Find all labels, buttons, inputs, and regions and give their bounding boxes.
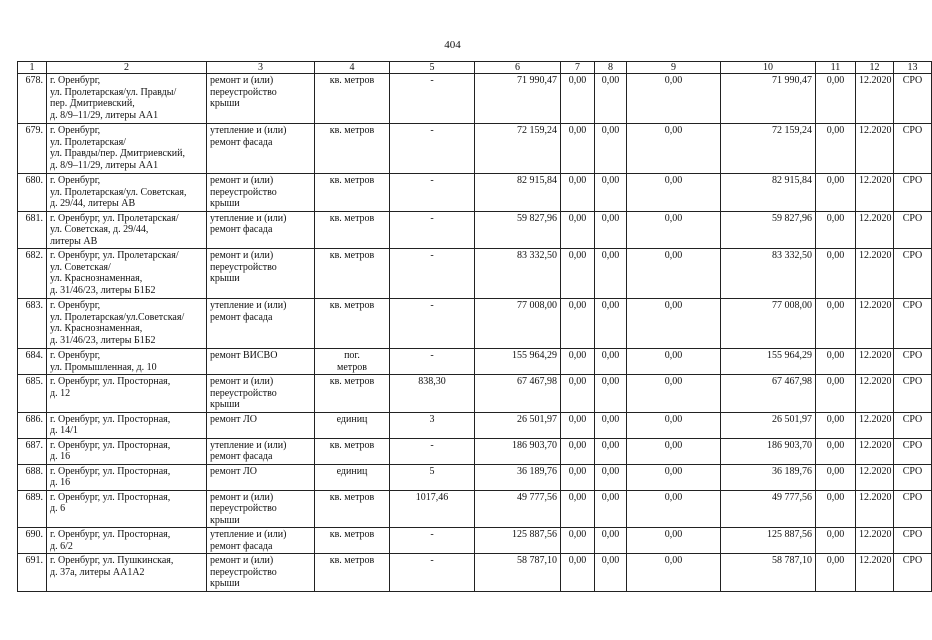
table-body <box>18 74 932 592</box>
funding-method-cell: СРО <box>894 554 932 592</box>
column-header: 4 <box>315 62 390 74</box>
column-number-row <box>18 62 932 74</box>
col7-cell: 0,00 <box>561 490 595 528</box>
col8-cell: 0,00 <box>595 554 627 592</box>
col7-cell: 0,00 <box>561 211 595 249</box>
column-header: 9 <box>627 62 721 74</box>
col9-cell: 0,00 <box>627 375 721 413</box>
col10-cell: 67 467,98 <box>721 375 816 413</box>
column-header: 3 <box>207 62 315 74</box>
address-cell: г. Оренбург, ул. Пролетарская/ул.Советская/ ул. Краснознаменная, д. 31/46/23, литеры Б1Б2 <box>47 299 207 349</box>
col7-cell: 0,00 <box>561 554 595 592</box>
funding-method-cell: СРО <box>894 490 932 528</box>
col7-cell: 0,00 <box>561 438 595 464</box>
col10-cell: 26 501,97 <box>721 412 816 438</box>
deadline-cell: 12.2020 <box>856 490 894 528</box>
col10-cell: 72 159,24 <box>721 124 816 174</box>
deadline-cell: 12.2020 <box>856 412 894 438</box>
funding-method-cell: СРО <box>894 464 932 490</box>
table-row <box>18 375 932 413</box>
row-number: 680. <box>18 174 47 212</box>
deadline-cell: 12.2020 <box>856 249 894 299</box>
col11-cell: 0,00 <box>816 375 856 413</box>
deadline-cell: 12.2020 <box>856 349 894 375</box>
col11-cell: 0,00 <box>816 349 856 375</box>
col10-cell: 186 903,70 <box>721 438 816 464</box>
col7-cell: 0,00 <box>561 299 595 349</box>
funding-method-cell: СРО <box>894 349 932 375</box>
total-cost-cell: 49 777,56 <box>475 490 561 528</box>
deadline-cell: 12.2020 <box>856 174 894 212</box>
funding-method-cell: СРО <box>894 211 932 249</box>
volume-cell: - <box>390 438 475 464</box>
unit-cell: кв. метров <box>315 490 390 528</box>
col11-cell: 0,00 <box>816 249 856 299</box>
work-type-cell: ремонт и (или) переустройство крыши <box>207 490 315 528</box>
work-type-cell: утепление и (или) ремонт фасада <box>207 438 315 464</box>
volume-cell: 3 <box>390 412 475 438</box>
column-header: 13 <box>894 62 932 74</box>
col8-cell: 0,00 <box>595 124 627 174</box>
column-header: 1 <box>18 62 47 74</box>
work-type-cell: ремонт и (или) переустройство крыши <box>207 174 315 212</box>
address-cell: г. Оренбург, ул. Пролетарская/ ул. Советская/ ул. Краснознаменная, д. 31/46/23, литеры Б1Б2 <box>47 249 207 299</box>
col9-cell: 0,00 <box>627 299 721 349</box>
col9-cell: 0,00 <box>627 490 721 528</box>
funding-method-cell: СРО <box>894 299 932 349</box>
work-type-cell: ремонт и (или) переустройство крыши <box>207 554 315 592</box>
unit-cell: кв. метров <box>315 299 390 349</box>
col11-cell: 0,00 <box>816 211 856 249</box>
address-cell: г. Оренбург, ул. Пролетарская/ ул. Советская, д. 29/44, литеры АВ <box>47 211 207 249</box>
col11-cell: 0,00 <box>816 74 856 124</box>
unit-cell: кв. метров <box>315 554 390 592</box>
deadline-cell: 12.2020 <box>856 464 894 490</box>
col10-cell: 82 915,84 <box>721 174 816 212</box>
work-type-cell: утепление и (или) ремонт фасада <box>207 528 315 554</box>
deadline-cell: 12.2020 <box>856 554 894 592</box>
col7-cell: 0,00 <box>561 412 595 438</box>
col10-cell: 77 008,00 <box>721 299 816 349</box>
funding-method-cell: СРО <box>894 412 932 438</box>
total-cost-cell: 58 787,10 <box>475 554 561 592</box>
unit-cell: кв. метров <box>315 211 390 249</box>
table-row <box>18 74 932 124</box>
col7-cell: 0,00 <box>561 464 595 490</box>
address-cell: г. Оренбург, ул. Пролетарская/ул. Правды/ пер. Дмитриевский, д. 8/9–11/29, литеры АА1 <box>47 74 207 124</box>
table-row <box>18 438 932 464</box>
volume-cell: 838,30 <box>390 375 475 413</box>
col11-cell: 0,00 <box>816 528 856 554</box>
col11-cell: 0,00 <box>816 174 856 212</box>
table-row <box>18 349 932 375</box>
volume-cell: - <box>390 528 475 554</box>
row-number: 684. <box>18 349 47 375</box>
col10-cell: 36 189,76 <box>721 464 816 490</box>
column-header: 8 <box>595 62 627 74</box>
total-cost-cell: 59 827,96 <box>475 211 561 249</box>
total-cost-cell: 71 990,47 <box>475 74 561 124</box>
col9-cell: 0,00 <box>627 174 721 212</box>
total-cost-cell: 186 903,70 <box>475 438 561 464</box>
col8-cell: 0,00 <box>595 299 627 349</box>
volume-cell: - <box>390 349 475 375</box>
work-type-cell: утепление и (или) ремонт фасада <box>207 124 315 174</box>
address-cell: г. Оренбург, ул. Пролетарская/ ул. Правды/пер. Дмитриевский, д. 8/9–11/29, литеры АА1 <box>47 124 207 174</box>
col9-cell: 0,00 <box>627 438 721 464</box>
col7-cell: 0,00 <box>561 74 595 124</box>
table-row <box>18 124 932 174</box>
col8-cell: 0,00 <box>595 438 627 464</box>
funding-method-cell: СРО <box>894 74 932 124</box>
row-number: 678. <box>18 74 47 124</box>
repair-program-table <box>17 61 932 592</box>
col11-cell: 0,00 <box>816 124 856 174</box>
total-cost-cell: 155 964,29 <box>475 349 561 375</box>
table-row <box>18 412 932 438</box>
total-cost-cell: 72 159,24 <box>475 124 561 174</box>
unit-cell: кв. метров <box>315 74 390 124</box>
row-number: 682. <box>18 249 47 299</box>
col8-cell: 0,00 <box>595 375 627 413</box>
col8-cell: 0,00 <box>595 490 627 528</box>
work-type-cell: утепление и (или) ремонт фасада <box>207 211 315 249</box>
total-cost-cell: 67 467,98 <box>475 375 561 413</box>
address-cell: г. Оренбург, ул. Пушкинская, д. 37а, литеры АА1А2 <box>47 554 207 592</box>
col7-cell: 0,00 <box>561 249 595 299</box>
work-type-cell: ремонт ЛО <box>207 412 315 438</box>
address-cell: г. Оренбург, ул. Просторная, д. 14/1 <box>47 412 207 438</box>
col11-cell: 0,00 <box>816 438 856 464</box>
column-header: 10 <box>721 62 816 74</box>
unit-cell: кв. метров <box>315 249 390 299</box>
table-row <box>18 299 932 349</box>
unit-cell: кв. метров <box>315 375 390 413</box>
column-header: 11 <box>816 62 856 74</box>
table-row <box>18 528 932 554</box>
col9-cell: 0,00 <box>627 211 721 249</box>
col10-cell: 49 777,56 <box>721 490 816 528</box>
column-header: 2 <box>47 62 207 74</box>
row-number: 679. <box>18 124 47 174</box>
col8-cell: 0,00 <box>595 464 627 490</box>
deadline-cell: 12.2020 <box>856 438 894 464</box>
column-header: 5 <box>390 62 475 74</box>
address-cell: г. Оренбург, ул. Просторная, д. 6/2 <box>47 528 207 554</box>
col8-cell: 0,00 <box>595 528 627 554</box>
funding-method-cell: СРО <box>894 249 932 299</box>
volume-cell: 1017,46 <box>390 490 475 528</box>
volume-cell: - <box>390 299 475 349</box>
col7-cell: 0,00 <box>561 124 595 174</box>
address-cell: г. Оренбург, ул. Промышленная, д. 10 <box>47 349 207 375</box>
col7-cell: 0,00 <box>561 528 595 554</box>
table-row <box>18 464 932 490</box>
col8-cell: 0,00 <box>595 211 627 249</box>
col9-cell: 0,00 <box>627 124 721 174</box>
col11-cell: 0,00 <box>816 490 856 528</box>
funding-method-cell: СРО <box>894 375 932 413</box>
col10-cell: 59 827,96 <box>721 211 816 249</box>
col10-cell: 155 964,29 <box>721 349 816 375</box>
col8-cell: 0,00 <box>595 249 627 299</box>
deadline-cell: 12.2020 <box>856 211 894 249</box>
col11-cell: 0,00 <box>816 554 856 592</box>
unit-cell: единиц <box>315 464 390 490</box>
address-cell: г. Оренбург, ул. Просторная, д. 16 <box>47 464 207 490</box>
unit-cell: кв. метров <box>315 174 390 212</box>
address-cell: г. Оренбург, ул. Просторная, д. 16 <box>47 438 207 464</box>
col9-cell: 0,00 <box>627 554 721 592</box>
row-number: 681. <box>18 211 47 249</box>
col10-cell: 125 887,56 <box>721 528 816 554</box>
volume-cell: - <box>390 249 475 299</box>
deadline-cell: 12.2020 <box>856 375 894 413</box>
col9-cell: 0,00 <box>627 528 721 554</box>
unit-cell: кв. метров <box>315 124 390 174</box>
col9-cell: 0,00 <box>627 74 721 124</box>
table-row <box>18 211 932 249</box>
col8-cell: 0,00 <box>595 349 627 375</box>
table-row <box>18 249 932 299</box>
table-row <box>18 174 932 212</box>
deadline-cell: 12.2020 <box>856 528 894 554</box>
table-row <box>18 490 932 528</box>
column-header: 7 <box>561 62 595 74</box>
row-number: 687. <box>18 438 47 464</box>
unit-cell: пог. метров <box>315 349 390 375</box>
col7-cell: 0,00 <box>561 349 595 375</box>
unit-cell: единиц <box>315 412 390 438</box>
total-cost-cell: 125 887,56 <box>475 528 561 554</box>
col10-cell: 58 787,10 <box>721 554 816 592</box>
funding-method-cell: СРО <box>894 124 932 174</box>
address-cell: г. Оренбург, ул. Просторная, д. 6 <box>47 490 207 528</box>
col9-cell: 0,00 <box>627 464 721 490</box>
row-number: 685. <box>18 375 47 413</box>
work-type-cell: ремонт ВИСВО <box>207 349 315 375</box>
table-row <box>18 554 932 592</box>
volume-cell: - <box>390 124 475 174</box>
col8-cell: 0,00 <box>595 412 627 438</box>
row-number: 691. <box>18 554 47 592</box>
volume-cell: - <box>390 211 475 249</box>
unit-cell: кв. метров <box>315 528 390 554</box>
row-number: 686. <box>18 412 47 438</box>
total-cost-cell: 83 332,50 <box>475 249 561 299</box>
column-header: 12 <box>856 62 894 74</box>
col7-cell: 0,00 <box>561 375 595 413</box>
row-number: 683. <box>18 299 47 349</box>
funding-method-cell: СРО <box>894 438 932 464</box>
volume-cell: 5 <box>390 464 475 490</box>
work-type-cell: ремонт ЛО <box>207 464 315 490</box>
col9-cell: 0,00 <box>627 412 721 438</box>
work-type-cell: ремонт и (или) переустройство крыши <box>207 74 315 124</box>
deadline-cell: 12.2020 <box>856 299 894 349</box>
col8-cell: 0,00 <box>595 74 627 124</box>
volume-cell: - <box>390 174 475 212</box>
col9-cell: 0,00 <box>627 349 721 375</box>
volume-cell: - <box>390 74 475 124</box>
deadline-cell: 12.2020 <box>856 74 894 124</box>
total-cost-cell: 77 008,00 <box>475 299 561 349</box>
row-number: 690. <box>18 528 47 554</box>
address-cell: г. Оренбург, ул. Пролетарская/ул. Советская, д. 29/44, литеры АВ <box>47 174 207 212</box>
col11-cell: 0,00 <box>816 412 856 438</box>
col10-cell: 71 990,47 <box>721 74 816 124</box>
col11-cell: 0,00 <box>816 299 856 349</box>
page-number: 404 <box>444 39 461 51</box>
deadline-cell: 12.2020 <box>856 124 894 174</box>
volume-cell: - <box>390 554 475 592</box>
col10-cell: 83 332,50 <box>721 249 816 299</box>
funding-method-cell: СРО <box>894 174 932 212</box>
work-type-cell: ремонт и (или) переустройство крыши <box>207 249 315 299</box>
column-header: 6 <box>475 62 561 74</box>
funding-method-cell: СРО <box>894 528 932 554</box>
col7-cell: 0,00 <box>561 174 595 212</box>
total-cost-cell: 82 915,84 <box>475 174 561 212</box>
row-number: 689. <box>18 490 47 528</box>
unit-cell: кв. метров <box>315 438 390 464</box>
work-type-cell: утепление и (или) ремонт фасада <box>207 299 315 349</box>
row-number: 688. <box>18 464 47 490</box>
total-cost-cell: 26 501,97 <box>475 412 561 438</box>
col9-cell: 0,00 <box>627 249 721 299</box>
col11-cell: 0,00 <box>816 464 856 490</box>
col8-cell: 0,00 <box>595 174 627 212</box>
address-cell: г. Оренбург, ул. Просторная, д. 12 <box>47 375 207 413</box>
total-cost-cell: 36 189,76 <box>475 464 561 490</box>
work-type-cell: ремонт и (или) переустройство крыши <box>207 375 315 413</box>
